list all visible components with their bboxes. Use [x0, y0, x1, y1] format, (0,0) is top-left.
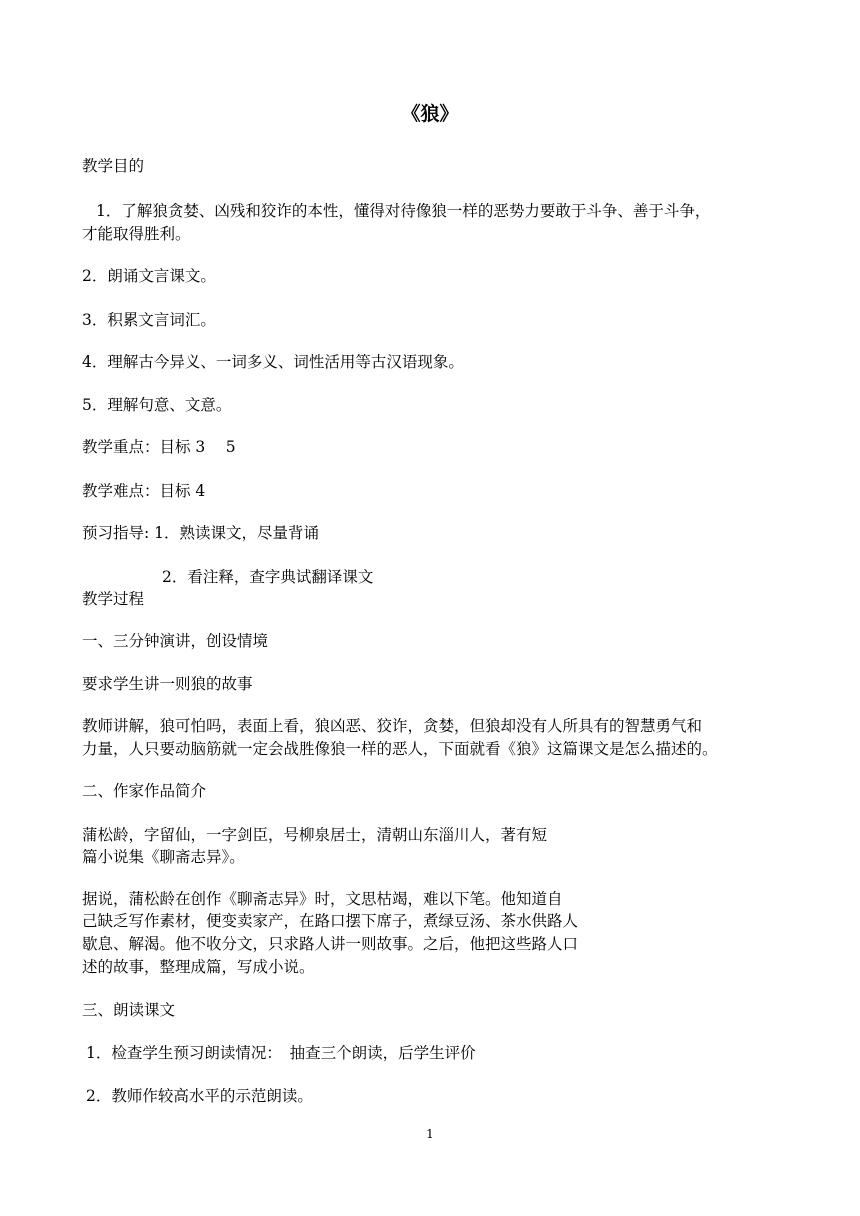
objective-2: 2．朗诵文言课文。 — [82, 267, 216, 285]
key-points: 教学重点：目标 3 5 — [82, 438, 236, 456]
preview-guide-2: 2．看注释，查字典试翻译课文 — [162, 568, 374, 586]
page-number: 1 — [426, 1127, 434, 1141]
difficulties: 教学难点：目标 4 — [82, 482, 206, 500]
document-title: 《狼》 — [401, 103, 459, 125]
section-3-item-1: 1．检查学生预习朗读情况： 抽查三个朗读，后学生评价 — [86, 1044, 476, 1062]
section-3-item-2: 2．教师作较高水平的示范朗读。 — [86, 1087, 313, 1105]
section-3-heading: 三、朗读课文 — [82, 1001, 176, 1019]
section-2-heading: 二、作家作品简介 — [82, 782, 207, 800]
section-1-paragraph-2-line-2: 力量，人只要动脑筋就一定会战胜像狼一样的恶人，下面就看《狼》这篇课文是怎么描述的。 — [82, 740, 718, 758]
section-1-paragraph-1: 要求学生讲一则狼的故事 — [82, 675, 253, 693]
section-1-paragraph-2-line-1: 教师讲解，狼可怕吗，表面上看，狼凶恶、狡诈，贪婪，但狼却没有人所具有的智慧勇气和 — [82, 717, 703, 735]
objective-1-line-1: 1．了解狼贪婪、凶残和狡诈的本性，懂得对待像狼一样的恶势力要敢于斗争、善于斗争， — [96, 202, 711, 220]
section-1-heading: 一、三分钟演讲，创设情境 — [82, 632, 269, 650]
section-2-paragraph-2-line-3: 歇息、解渴。他不收分文，只求路人讲一则故事。之后，他把这些路人口 — [82, 935, 579, 953]
objectives-heading: 教学目的 — [82, 157, 145, 175]
section-2-paragraph-2-line-4: 述的故事，整理成篇，写成小说。 — [82, 958, 315, 976]
objective-4: 4．理解古今异义、一词多义、词性活用等古汉语现象。 — [82, 353, 464, 371]
preview-guide-1: 预习指导: 1．熟读课文，尽量背诵 — [82, 524, 320, 542]
section-2-paragraph-1-line-1: 蒲松龄，字留仙，一字剑臣，号柳泉居士，清朝山东淄川人，著有短 — [82, 826, 548, 844]
process-heading: 教学过程 — [82, 590, 145, 608]
section-2-paragraph-2-line-2: 己缺乏写作素材，便变卖家产，在路口摆下席子，煮绿豆汤、茶水供路人 — [82, 912, 579, 930]
objective-1-line-2: 才能取得胜利。 — [82, 225, 191, 243]
section-2-paragraph-2-line-1: 据说，蒲松龄在创作《聊斋志异》时，文思枯竭，难以下笔。他知道自 — [82, 890, 563, 908]
objective-3: 3．积累文言词汇。 — [82, 311, 216, 329]
objective-5: 5．理解句意、文意。 — [82, 396, 232, 414]
section-2-paragraph-1-line-2: 篇小说集《聊斋志异》。 — [82, 848, 245, 866]
